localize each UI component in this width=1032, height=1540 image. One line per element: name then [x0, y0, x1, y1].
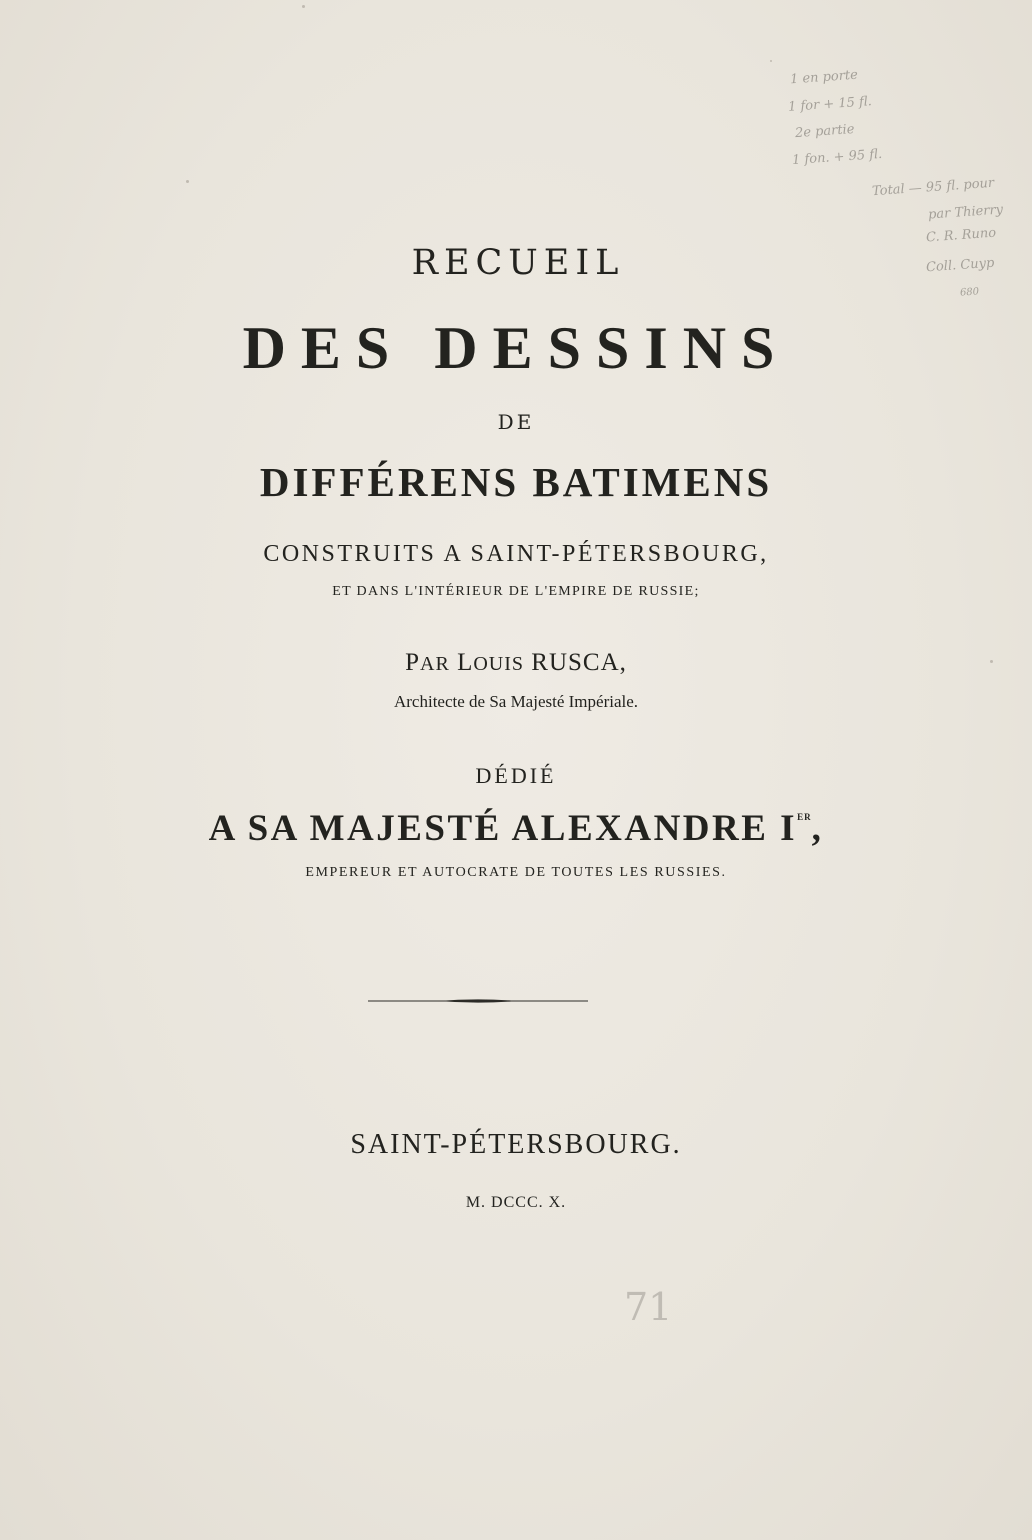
paper-speck	[770, 60, 772, 62]
handwritten-note: 1 en porte	[789, 67, 859, 88]
handwritten-note: par Thierry	[927, 202, 1004, 223]
dedicatee-superscript: ER	[797, 812, 812, 822]
paper-speck	[186, 180, 189, 183]
author-par-rest: AR	[420, 653, 450, 675]
dedication-heading: DÉDIÉ	[475, 763, 557, 788]
author-line	[0, 650, 1032, 675]
subtitle-empire: ET DANS L'INTÉRIEUR DE L'EMPIRE DE RUSSIE;	[332, 584, 700, 599]
title-recueil: RECUEIL	[411, 243, 625, 283]
dedicatee-comma: ,	[811, 808, 824, 849]
handwritten-note: 1 fon. + 95 fl.	[791, 146, 883, 169]
subtitle-construits: CONSTRUITS A SAINT-PÉTERSBOURG,	[263, 541, 769, 567]
dedicatee-name: A SA MAJESTÉ ALEXANDRE I	[208, 808, 798, 849]
handwritten-note: Total — 95 fl. pour	[871, 175, 995, 200]
imprint-city: SAINT-PÉTERSBOURG.	[350, 1129, 682, 1160]
paper-speck	[990, 660, 993, 663]
paper-speck	[302, 5, 305, 8]
imprint-date: M. DCCC. X.	[465, 1194, 567, 1211]
handwritten-note: 71	[624, 1285, 673, 1329]
ornamental-rule	[368, 996, 588, 1006]
title-de: DE	[497, 410, 535, 434]
title-differens-batimens: DIFFÉRENS BATIMENS	[259, 459, 773, 505]
handwritten-note: Coll. Cuyp	[925, 255, 995, 276]
author-louis-rest: OUIS	[473, 653, 525, 675]
author-louis-initial: L	[457, 649, 474, 676]
author-name: RUSCA,	[531, 649, 627, 676]
dedicatee-line	[0, 810, 1032, 847]
author-par-initial: P	[405, 649, 421, 676]
dedicatee-title: EMPEREUR ET AUTOCRATE DE TOUTES LES RUSSIES.	[305, 865, 727, 880]
handwritten-note: C. R. Runo	[925, 225, 997, 246]
handwritten-note: 2e partie	[794, 121, 855, 142]
author-role: Architecte de Sa Majesté Impériale.	[393, 692, 639, 711]
handwritten-note: 680	[959, 286, 980, 299]
handwritten-note: 1 for + 15 fl.	[787, 94, 873, 115]
title-des-dessins: DES DESSINS	[242, 315, 790, 381]
